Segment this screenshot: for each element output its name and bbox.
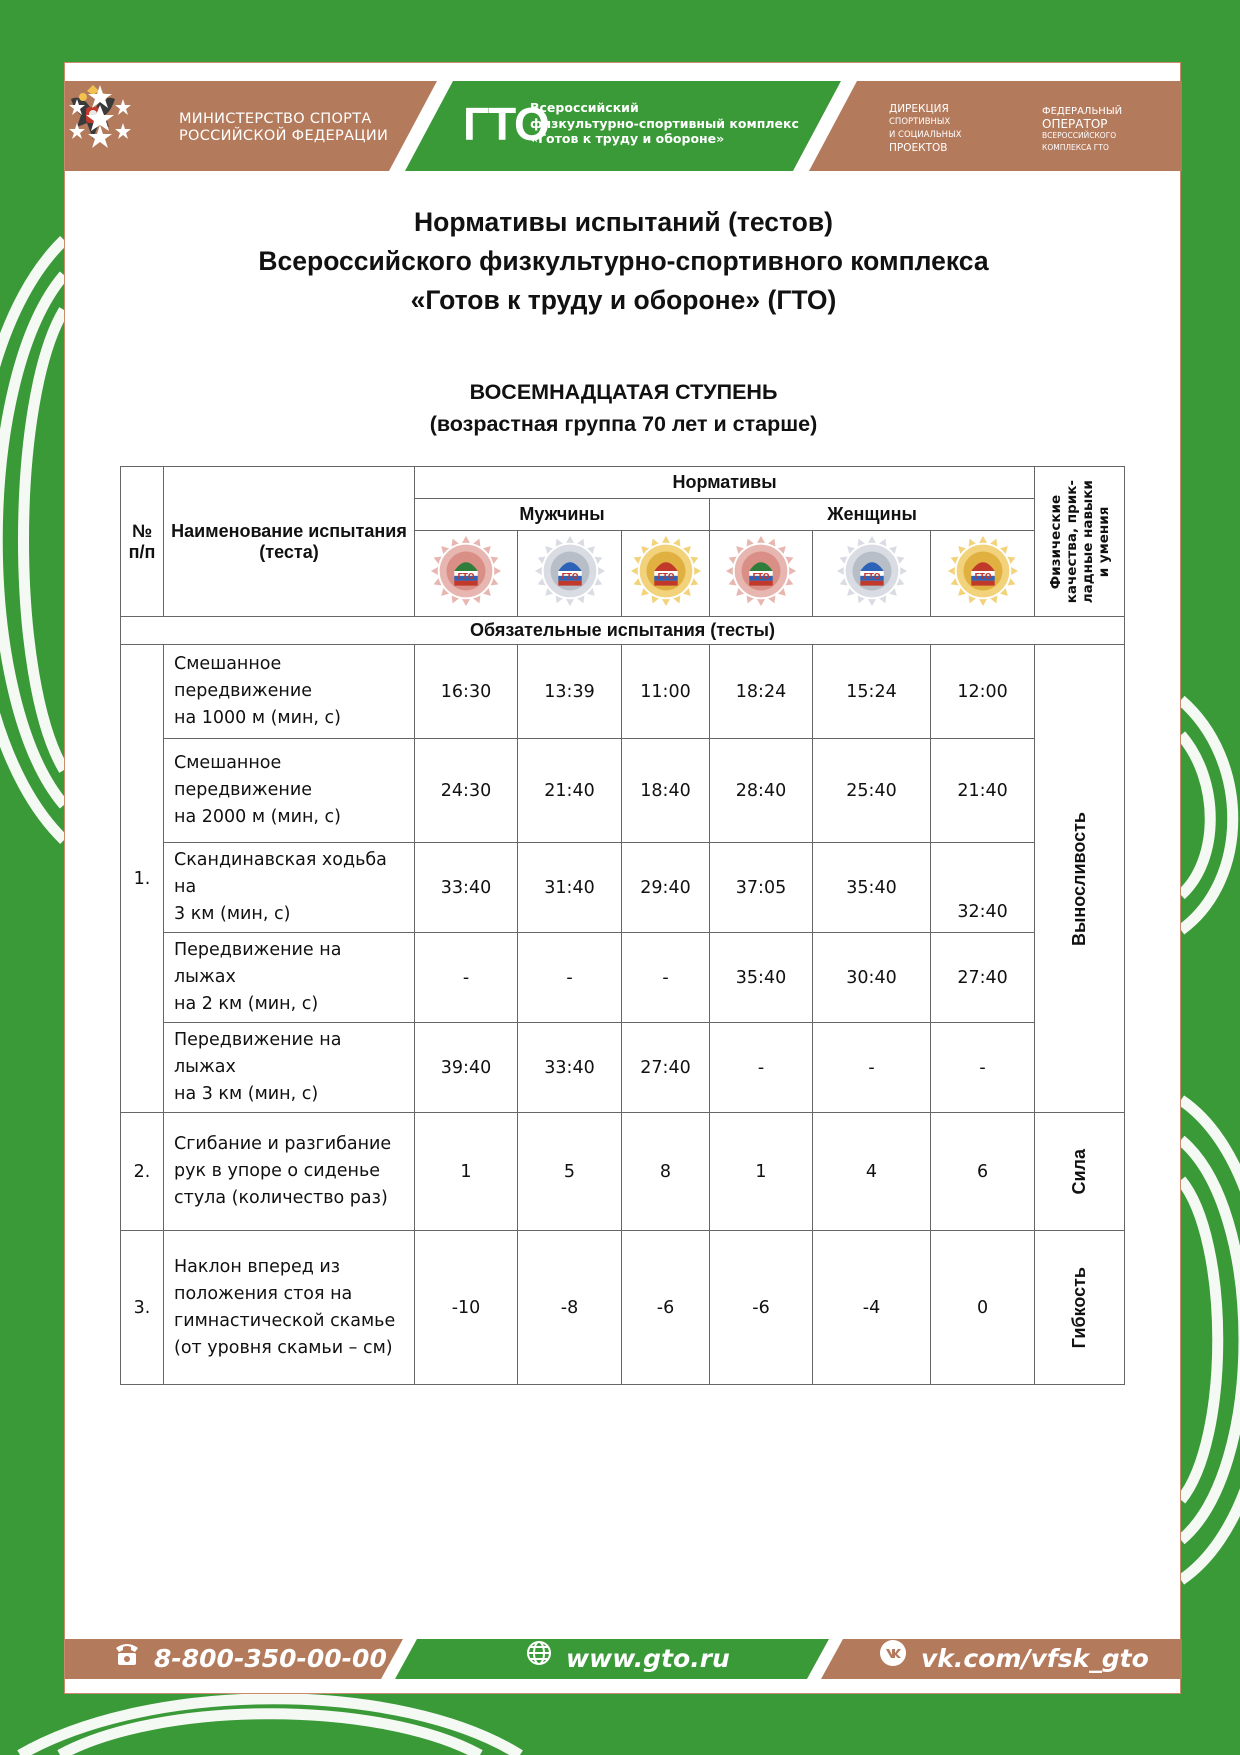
ministry-name — [179, 111, 388, 145]
norm-value: - — [710, 1023, 813, 1113]
section-required-tests: Обязательные испытания (тесты) — [121, 617, 1125, 645]
table-row — [121, 1023, 1125, 1113]
gto-logo-text: ГТО — [463, 98, 549, 150]
norm-value: - — [931, 1023, 1035, 1113]
norm-value: -10 — [415, 1231, 518, 1385]
norm-value: 5 — [518, 1113, 622, 1231]
badge-cell — [813, 531, 931, 617]
test-name-line: стула (количество раз) — [174, 1188, 388, 1208]
test-name-line: на 3 км (мин, с) — [174, 1084, 319, 1104]
col-header-women: Женщины — [710, 499, 1035, 531]
gto-name-line: «Готов к труду и обороне» — [530, 131, 725, 146]
norm-value: 39:40 — [415, 1023, 518, 1113]
norm-value: 31:40 — [518, 843, 622, 933]
test-name-line: на 1000 м (мин, с) — [174, 708, 342, 728]
ministry-line: РОССИЙСКОЙ ФЕДЕРАЦИИ — [179, 128, 389, 144]
vk-icon[interactable] — [879, 1639, 907, 1667]
ministry-line: МИНИСТЕРСТВО СПОРТА — [179, 111, 372, 127]
test-name — [164, 1023, 415, 1113]
badge-label: ГТО — [863, 571, 880, 581]
bronze-badge-icon — [427, 532, 505, 610]
test-name-line: передвижение — [174, 780, 312, 800]
badge-cell — [710, 531, 813, 617]
norms-table — [120, 466, 1125, 1385]
norm-value: -6 — [710, 1231, 813, 1385]
norm-value: 33:40 — [415, 843, 518, 933]
table-row — [121, 645, 1125, 739]
test-name-line: Сгибание и разгибание — [174, 1134, 392, 1154]
col-header-test-name — [164, 467, 415, 617]
test-name — [164, 739, 415, 843]
physical-quality-label: Выносливость — [1069, 811, 1090, 946]
gold-badge-icon — [944, 532, 1022, 610]
test-name-line: Скандинавская ходьба на — [174, 850, 387, 897]
footer-website[interactable]: www.gto.ru — [566, 1644, 730, 1673]
footer-phone[interactable]: 8-800-350-00-00 — [154, 1644, 387, 1673]
physical-quality — [1035, 1113, 1125, 1231]
physical-quality-label: Сила — [1069, 1148, 1090, 1195]
directorate-line: ДИРЕКЦИЯ — [889, 103, 949, 115]
norm-value: -8 — [518, 1231, 622, 1385]
silver-badge-icon — [833, 532, 911, 610]
directorate-line: И СОЦИАЛЬНЫХ — [889, 130, 962, 140]
norm-value: 1 — [710, 1113, 813, 1231]
test-name-line: рук в упоре о сиденье — [174, 1161, 381, 1181]
operator-name — [1042, 106, 1122, 154]
badge-cell — [622, 531, 710, 617]
badge-label: ГТО — [974, 571, 991, 581]
norm-value: 8 — [622, 1113, 710, 1231]
norm-value: 21:40 — [518, 739, 622, 843]
norm-value: 6 — [931, 1113, 1035, 1231]
norm-value: 18:40 — [622, 739, 710, 843]
col-header-norms: Нормативы — [415, 467, 1035, 499]
test-name-line: Передвижение на лыжах — [174, 1030, 342, 1077]
norm-value: 16:30 — [415, 645, 518, 739]
test-name-line: на 2000 м (мин, с) — [174, 807, 342, 827]
norm-value: - — [622, 933, 710, 1023]
badge-cell — [415, 531, 518, 617]
stage-subtitle — [65, 376, 1182, 440]
norm-value: 37:05 — [710, 843, 813, 933]
norm-value: 27:40 — [931, 933, 1035, 1023]
silver-badge-icon — [531, 532, 609, 610]
norm-value: 27:40 — [622, 1023, 710, 1113]
test-name-line: Смешанное — [174, 753, 282, 773]
test-name-line: Наклон вперед из — [174, 1256, 341, 1277]
badge-label: ГТО — [657, 571, 674, 581]
header-text: качества, прик- — [1063, 479, 1080, 604]
phone-icon[interactable] — [112, 1639, 142, 1667]
bronze-badge-icon — [722, 532, 800, 610]
footer-band — [65, 1639, 1182, 1679]
stars-emblem-icon — [65, 81, 135, 151]
age-group: (возрастная группа 70 лет и старше) — [429, 412, 818, 436]
document-title — [65, 203, 1182, 320]
norm-value: - — [813, 1023, 931, 1113]
norm-value: 4 — [813, 1113, 931, 1231]
physical-quality — [1035, 645, 1125, 1113]
document-page — [64, 62, 1181, 1694]
header-text: и умения — [1095, 506, 1112, 577]
badge-label: ГТО — [457, 571, 475, 581]
physical-quality-label: Гибкость — [1069, 1266, 1090, 1349]
badge-label: ГТО — [561, 571, 578, 581]
test-name — [164, 1113, 415, 1231]
norm-value: 32:40 — [931, 843, 1035, 933]
title-line: Всероссийского физкультурно-спортивного комплекса — [258, 246, 989, 276]
test-name-line: на 2 км (мин, с) — [174, 994, 319, 1014]
test-name-line: положения стоя на — [174, 1283, 353, 1304]
globe-icon[interactable] — [525, 1639, 553, 1667]
norm-value: 11:00 — [622, 645, 710, 739]
table-row — [121, 933, 1125, 1023]
test-name-line: (от уровня скамьи – см) — [174, 1337, 393, 1358]
physical-quality — [1035, 1231, 1125, 1385]
test-number: 2. — [121, 1113, 164, 1231]
header-text: (теста) — [259, 541, 319, 562]
test-name-line: Передвижение на лыжах — [174, 940, 342, 987]
header-text: п/п — [128, 541, 156, 562]
header-band — [65, 81, 1182, 171]
norm-value: 1 — [415, 1113, 518, 1231]
norm-value: 13:39 — [518, 645, 622, 739]
test-name — [164, 645, 415, 739]
norm-value: 30:40 — [813, 933, 931, 1023]
directorate-line: ПРОЕКТОВ — [889, 142, 948, 154]
norm-value: -6 — [622, 1231, 710, 1385]
footer-vk-link[interactable]: vk.com/vfsk_gto — [921, 1644, 1149, 1673]
norm-value: 28:40 — [710, 739, 813, 843]
header-text: Наименование испытания — [171, 520, 407, 541]
operator-line: ОПЕРАТОР — [1042, 117, 1108, 131]
norm-value: 12:00 — [931, 645, 1035, 739]
table-row — [121, 843, 1125, 933]
badge-cell — [931, 531, 1035, 617]
norm-value: 35:40 — [710, 933, 813, 1023]
gold-badge-icon — [627, 532, 705, 610]
table-row — [121, 1113, 1125, 1231]
test-name — [164, 843, 415, 933]
operator-line: ВСЕРОССИЙСКОГО — [1042, 131, 1117, 140]
test-number: 1. — [121, 645, 164, 1113]
stage-name: ВОСЕМНАДЦАТАЯ СТУПЕНЬ — [469, 380, 778, 404]
gto-full-name — [530, 100, 799, 147]
norm-value: 29:40 — [622, 843, 710, 933]
title-line: Нормативы испытаний (тестов) — [414, 207, 833, 237]
norm-value: 33:40 — [518, 1023, 622, 1113]
norm-value: 18:24 — [710, 645, 813, 739]
gto-name-line: Всероссийский — [530, 100, 639, 115]
header-text: Физические — [1047, 494, 1064, 589]
operator-line: КОМПЛЕКСА ГТО — [1042, 143, 1109, 152]
test-name — [164, 1231, 415, 1385]
test-name-line: гимнастической скамье — [174, 1310, 396, 1331]
badge-label: ГТО — [752, 571, 770, 581]
norm-value: 35:40 — [813, 843, 931, 933]
norm-value: - — [415, 933, 518, 1023]
test-number: 3. — [121, 1231, 164, 1385]
test-name-line: Смешанное — [174, 654, 282, 674]
norm-value: -4 — [813, 1231, 931, 1385]
header-text: ладные навыки — [1079, 479, 1096, 604]
table-row — [121, 739, 1125, 843]
table-row — [121, 1231, 1125, 1385]
norm-value: - — [518, 933, 622, 1023]
directorate-line: СПОРТИВНЫХ — [889, 117, 951, 127]
norm-value: 21:40 — [931, 739, 1035, 843]
norm-value: 24:30 — [415, 739, 518, 843]
norm-value: 15:24 — [813, 645, 931, 739]
norm-value: 0 — [931, 1231, 1035, 1385]
test-name-line: передвижение — [174, 681, 312, 701]
directorate-name — [889, 103, 961, 155]
title-line: «Готов к труду и обороне» (ГТО) — [410, 285, 837, 315]
norm-value: 25:40 — [813, 739, 931, 843]
header-text: № — [131, 520, 153, 541]
gto-name-line: физкультурно-спортивный комплекс — [530, 115, 799, 131]
col-header-number — [121, 467, 164, 617]
col-header-qualities — [1035, 467, 1125, 617]
badge-cell — [518, 531, 622, 617]
col-header-men: Мужчины — [415, 499, 710, 531]
test-name-line: 3 км (мин, с) — [174, 904, 291, 924]
operator-line: ФЕДЕРАЛЬНЫЙ — [1042, 106, 1123, 117]
test-name — [164, 933, 415, 1023]
